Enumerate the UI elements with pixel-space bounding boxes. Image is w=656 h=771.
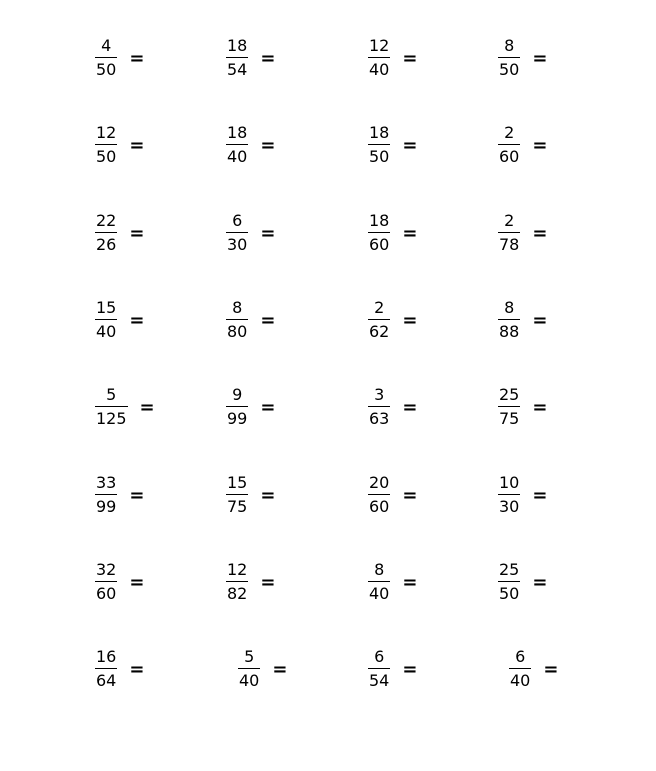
fraction [368,647,390,691]
numerator: 25 [499,560,520,579]
denominator: 26 [96,235,117,254]
equals-sign: = [402,134,418,156]
fraction-problem [226,382,275,432]
numerator: 16 [96,647,117,666]
denominator: 82 [227,584,248,603]
fraction-problem [95,557,144,607]
fraction [226,36,248,80]
fraction-problem [368,33,417,83]
fraction-problem [368,120,417,170]
fraction-problem [226,208,275,258]
denominator: 75 [227,497,248,516]
equals-sign: = [402,222,418,244]
fraction-problem [368,208,417,258]
numerator: 18 [369,123,390,142]
fraction-bar [95,668,117,669]
denominator: 40 [227,147,248,166]
fraction-problem [95,120,144,170]
equals-sign: = [402,484,418,506]
denominator: 88 [499,322,520,341]
fraction [95,298,117,342]
equals-sign: = [532,396,548,418]
numerator: 6 [374,647,385,666]
numerator: 2 [504,211,515,230]
denominator: 80 [227,322,248,341]
equals-sign: = [260,222,276,244]
numerator: 25 [499,385,520,404]
fraction [498,211,520,255]
denominator: 64 [96,671,117,690]
fraction [95,385,128,429]
equals-sign: = [129,222,145,244]
fraction-problem [226,33,275,83]
numerator: 12 [369,36,390,55]
equals-sign: = [129,571,145,593]
fraction-bar [498,319,520,320]
fraction [95,473,117,517]
numerator: 18 [227,123,248,142]
fraction [226,211,248,255]
numerator: 18 [227,36,248,55]
fraction [95,211,117,255]
denominator: 99 [96,497,117,516]
equals-sign: = [129,309,145,331]
fraction-bar [226,232,248,233]
fraction-problem [95,295,144,345]
denominator: 50 [369,147,390,166]
denominator: 60 [96,584,117,603]
equals-sign: = [402,658,418,680]
fraction [368,36,390,80]
denominator: 63 [369,409,390,428]
equals-sign: = [260,484,276,506]
fraction [226,123,248,167]
numerator: 10 [499,473,520,492]
numerator: 5 [244,647,255,666]
fraction [368,560,390,604]
numerator: 8 [374,560,385,579]
equals-sign: = [129,484,145,506]
equals-sign: = [260,396,276,418]
denominator: 60 [369,235,390,254]
fraction [95,647,117,691]
fraction-bar [95,144,117,145]
fraction-problem [498,557,547,607]
fraction-bar [498,581,520,582]
numerator: 2 [374,298,385,317]
fraction [368,298,390,342]
equals-sign: = [532,134,548,156]
equals-sign: = [272,658,288,680]
numerator: 22 [96,211,117,230]
denominator: 125 [96,409,127,428]
equals-sign: = [402,571,418,593]
fraction-bar [226,319,248,320]
equals-sign: = [260,134,276,156]
equals-sign: = [129,47,145,69]
fraction-problem [226,470,275,520]
fraction-bar [368,668,390,669]
denominator: 40 [369,60,390,79]
equals-sign: = [532,571,548,593]
numerator: 8 [504,298,515,317]
equals-sign: = [260,309,276,331]
fraction-problem [498,120,547,170]
fraction [509,647,531,691]
fraction-bar [95,406,128,407]
denominator: 75 [499,409,520,428]
fraction [498,560,520,604]
numerator: 3 [374,385,385,404]
fraction [368,211,390,255]
denominator: 50 [499,60,520,79]
fraction-problem [368,557,417,607]
fraction-problem [95,33,144,83]
fraction-bar [368,144,390,145]
fraction [95,123,117,167]
fraction [226,560,248,604]
fraction-bar [498,406,520,407]
fraction-bar [226,57,248,58]
fraction [498,473,520,517]
fraction-bar [226,406,248,407]
fraction [498,385,520,429]
fraction-problem [498,33,547,83]
equals-sign: = [402,47,418,69]
fraction [95,560,117,604]
fraction [226,298,248,342]
fraction-bar [498,57,520,58]
fraction-problem [95,470,144,520]
fraction-problem [498,295,547,345]
equals-sign: = [402,396,418,418]
fraction-problem [226,557,275,607]
equals-sign: = [543,658,559,680]
equals-sign: = [129,134,145,156]
denominator: 50 [96,147,117,166]
fraction-bar [95,319,117,320]
numerator: 8 [232,298,243,317]
fraction-bar [238,668,260,669]
numerator: 4 [101,36,112,55]
numerator: 15 [227,473,248,492]
equals-sign: = [260,47,276,69]
fraction-bar [95,581,117,582]
denominator: 30 [227,235,248,254]
numerator: 5 [106,385,117,404]
fraction-bar [95,494,117,495]
fraction [238,647,260,691]
fraction-problem [368,470,417,520]
fraction [226,385,248,429]
equals-sign: = [532,222,548,244]
equals-sign: = [532,47,548,69]
fraction-bar [368,406,390,407]
fraction-bar [95,57,117,58]
fraction [498,123,520,167]
fraction [498,36,520,80]
fraction-problem [509,644,558,694]
equals-sign: = [139,396,155,418]
fraction-bar [368,319,390,320]
fraction-problem [498,382,547,432]
denominator: 50 [96,60,117,79]
equals-sign: = [402,309,418,331]
numerator: 12 [227,560,248,579]
fraction [368,473,390,517]
fraction-problem [368,295,417,345]
numerator: 15 [96,298,117,317]
fraction-problem [95,644,144,694]
denominator: 54 [369,671,390,690]
fraction-bar [368,57,390,58]
numerator: 8 [504,36,515,55]
denominator: 60 [369,497,390,516]
fraction-problem [368,382,417,432]
equals-sign: = [532,309,548,331]
fraction-problem [226,120,275,170]
fraction-bar [226,144,248,145]
fraction-bar [498,494,520,495]
fraction-bar [95,232,117,233]
numerator: 18 [369,211,390,230]
fraction-bar [226,581,248,582]
denominator: 54 [227,60,248,79]
fraction [95,36,117,80]
numerator: 32 [96,560,117,579]
denominator: 50 [499,584,520,603]
denominator: 60 [499,147,520,166]
denominator: 99 [227,409,248,428]
denominator: 40 [239,671,260,690]
numerator: 33 [96,473,117,492]
fraction [368,123,390,167]
fraction-bar [368,581,390,582]
fraction-bar [226,494,248,495]
fraction-problem [238,644,287,694]
fraction-problem [226,295,275,345]
denominator: 62 [369,322,390,341]
fraction-bar [368,494,390,495]
equals-sign: = [260,571,276,593]
fraction [226,473,248,517]
numerator: 6 [232,211,243,230]
denominator: 40 [369,584,390,603]
fraction [498,298,520,342]
numerator: 20 [369,473,390,492]
fraction-problem [368,644,417,694]
fraction-bar [498,232,520,233]
fraction-bar [509,668,531,669]
numerator: 12 [96,123,117,142]
fraction-problem [498,470,547,520]
fraction-problem [498,208,547,258]
numerator: 2 [504,123,515,142]
denominator: 40 [510,671,531,690]
denominator: 30 [499,497,520,516]
numerator: 6 [515,647,526,666]
fraction-problem [95,208,144,258]
fraction-problem [95,382,155,432]
fraction-bar [368,232,390,233]
fraction [368,385,390,429]
equals-sign: = [532,484,548,506]
numerator: 9 [232,385,243,404]
fraction-bar [498,144,520,145]
denominator: 78 [499,235,520,254]
denominator: 40 [96,322,117,341]
equals-sign: = [129,658,145,680]
